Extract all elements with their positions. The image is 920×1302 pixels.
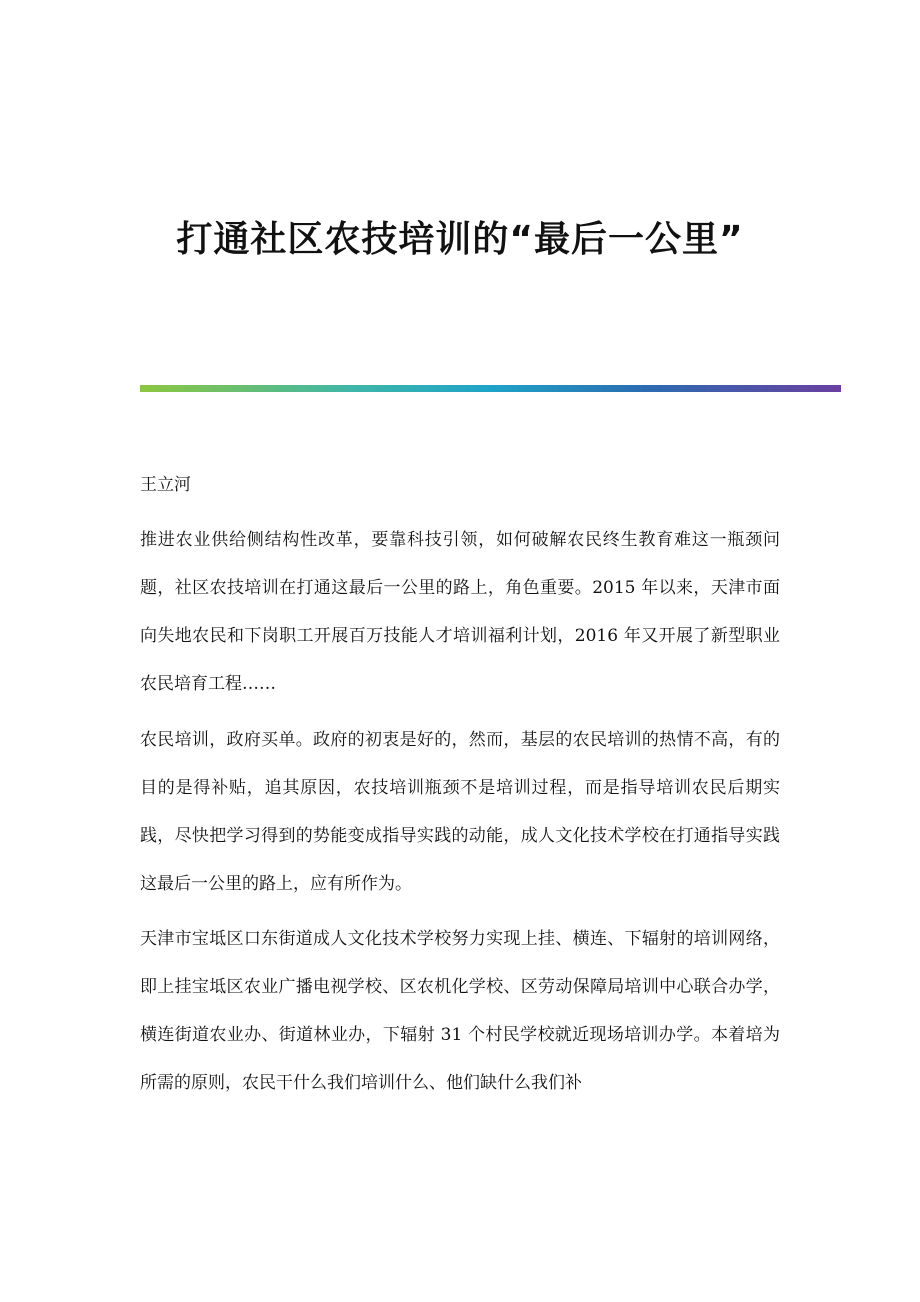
body-paragraph-1: 推进农业供给侧结构性改革，要靠科技引领，如何破解农民终生教育难这一瓶颈问题，社区农技培训在打通这最后一公里的路上，角色重要。2015 年以来，天津市面向失地农民和下岗职工开展百万技能人才培训福利计划，2016 年又开展了新型职业农民培育工程…… [140,530,780,694]
body-paragraph-2: 农民培训，政府买单。政府的初衷是好的，然而，基层的农民培训的热情不高，有的目的是得补贴，追其原因，农技培训瓶颈不是培训过程，而是指导培训农民后期实践，尽快把学习得到的势能变成指导实践的动能，成人文化技术学校在打通指导实践这最后一公里的路上，应有所作为。 [140,730,780,894]
document-title: 打通社区农技培训的“最后一公里” [176,219,744,260]
body-paragraph-3: 天津市宝坻区口东街道成人文化技术学校努力实现上挂、横连、下辐射的培训网络，即上挂宝坻区农业广播电视学校、区农机化学校、区劳动保障局培训中心联合办学，横连街道农业办、街道林业办，下辐射 31 个村民学校就近现场培训办学。本着培为所需的原则，农民干什么我们培训什么、他们缺什么我们补 [140,929,780,1093]
author-name: 王立河 [140,475,191,495]
title-divider [140,385,841,392]
